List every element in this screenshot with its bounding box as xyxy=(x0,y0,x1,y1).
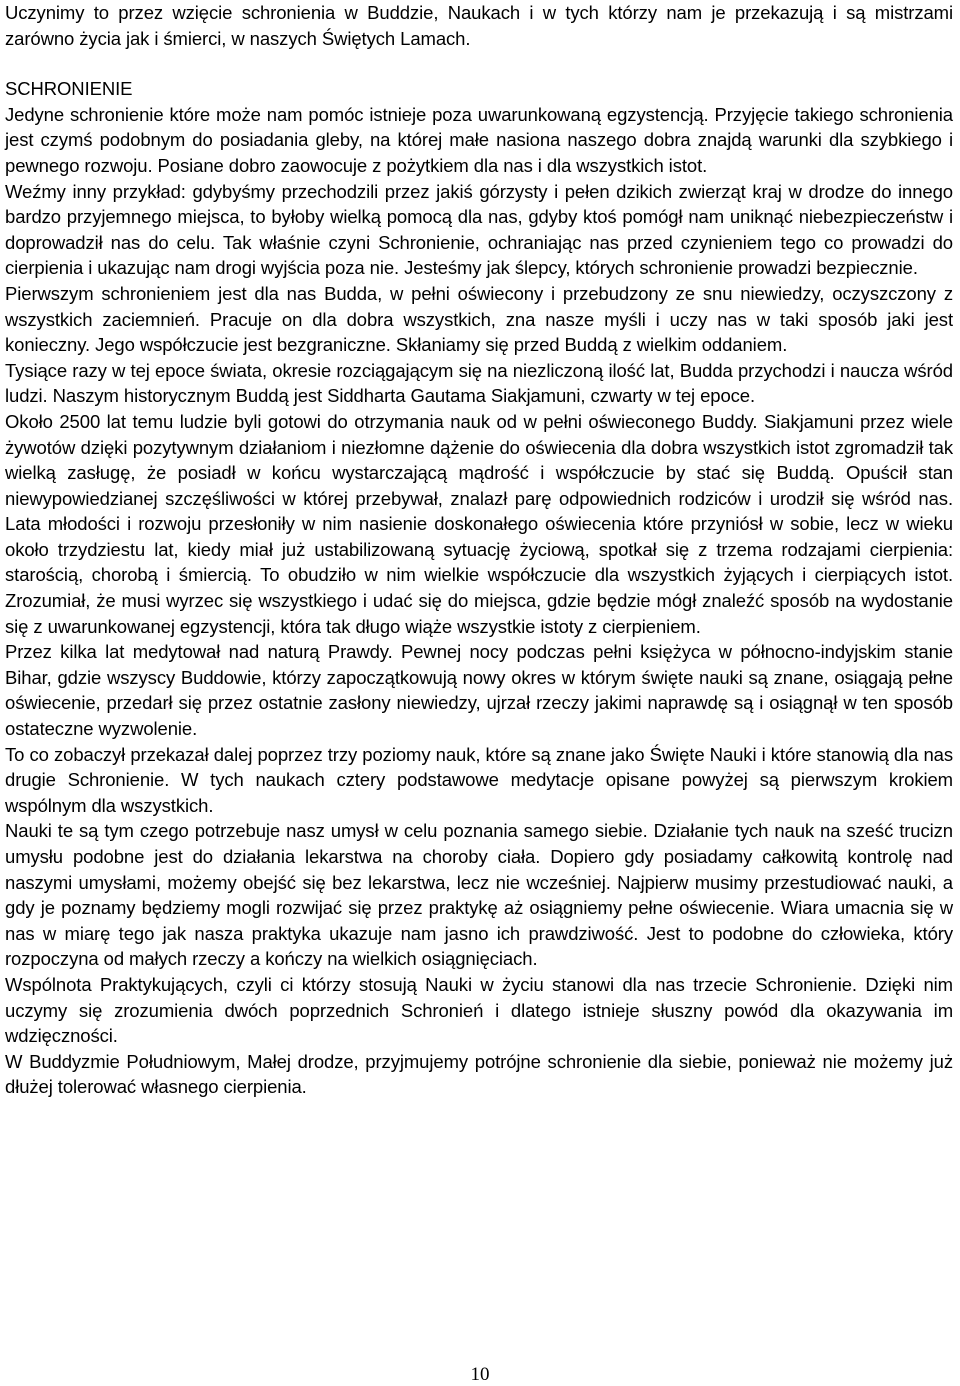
paragraph-10: W Buddyzmie Południowym, Małej drodze, przyjmujemy potrójne schronienie dla siebie, ponieważ nie możemy już dłużej tolerować własnego cierpienia. xyxy=(5,1050,953,1098)
paragraph-8: Nauki te są tym czego potrzebuje nasz umysł w celu poznania samego siebie. Działanie tych nauk na sześć trucizn umysłu podobne jest do działania lekarstwa na choroby ciała. Dopiero gdy posiadamy całkowitą kontrolę nad naszymi umysłami, możemy obejść się bez lekarstwa, lecz nie wcześniej. Najpierw musimy przestudiować nauki, a gdy je poznamy będziemy mogli rozwijać się przez praktykę aż osiągniemy pełne oświecenie. Wiara umacnia się w nas w miarę tego jak nasza praktyka ukazuje nam jasno ich prawdziwość. Jest to podobne do człowieka, który rozpoczyna od małych rzeczy a kończy na wielkich osiągnięciach. xyxy=(5,820,953,970)
document-page xyxy=(5,0,953,1100)
section-title: SCHRONIENIE xyxy=(5,78,133,100)
paragraph-4: Tysiące razy w tej epoce świata, okresie rozciągającym się na niezliczoną ilość lat, Budda przychodzi i naucza wśród ludzi. Naszym historycznym Buddą jest Siddharta Gautama Siakjamuni, czwarty w tej epoce. xyxy=(5,359,953,407)
intro-paragraph: Uczynimy to przez wzięcie schronienia w Buddzie, Naukach i w tych którzy nam je przekazują i są mistrzami zarówno życia jak i śmierci, w naszych Świętych Lamach. xyxy=(5,2,953,49)
paragraph-9: Wspólnota Praktykujących, czyli ci którzy stosują Nauki w życiu stanowi dla nas trzecie Schronienie. Dzięki nim uczymy się zrozumienia dwóch poprzednich Schronień i dlatego istnieje słuszny powód dla okazywania im wdzięczności. xyxy=(5,973,953,1047)
paragraph-3: Pierwszym schronieniem jest dla nas Budda, w pełni oświecony i przebudzony ze snu niewiedzy, oczyszczony z wszystkich zaciemnień. Pracuje on dla dobra wszystkich, zna nasze myśli i uczy nas w taki sposób jaki jest konieczny. Jego współczucie jest bezgraniczne. Skłaniamy się przed Buddą z wielkim oddaniem. xyxy=(5,282,953,356)
paragraph-spacer xyxy=(5,51,953,76)
paragraph-6: Przez kilka lat medytował nad naturą Prawdy. Pewnej nocy podczas pełni księżyca w północno-indyjskim stanie Bihar, gdzie wszyscy Buddowie, którzy zapoczątkowują nowy okres w którym święte nauki są znane, osiągają pełne oświecenie, przedarł się przez ostatnie zasłony niewiedzy, ujrzał rzeczy jakimi naprawdę są i osiągnął w ten sposób ostateczne wyzwolenie. xyxy=(5,641,953,740)
paragraph-7: To co zobaczył przekazał dalej poprzez trzy poziomy nauk, które są znane jako Święte Nauki i które stanowią dla nas drugie Schronienie. W tych naukach cztery podstawowe medytacje opisane powyżej są pierwszym krokiem wspólnym dla wszystkich. xyxy=(5,743,953,816)
paragraph-2: Weźmy inny przykład: gdybyśmy przechodzili przez jakiś górzysty i pełen dzikich zwierząt kraj w drodze do innego bardzo przyjemnego miejsca, to byłoby wielką pomocą dla nas, gdyby ktoś pomógł nam uniknąć niebezpieczeństw i doprowadził nas do celu. Tak właśnie czyni Schronienie, ochraniając nas przed czynieniem tego co prowadzi do cierpienia i ukazując nam drogi wyjścia poza nie. Jesteśmy jak ślepcy, których schronienie prowadzi bezpiecznie. xyxy=(5,180,953,279)
paragraph-1: Jedyne schronienie które może nam pomóc istnieje poza uwarunkowaną egzystencją. Przyjęcie takiego schronienia jest czymś podobnym do posiadania gleby, na której małe nasiona naszego dobra znajdą warunki dla szybkiego i pewnego rozwoju. Posiane dobro zaowocuje z pożytkiem dla nas i dla wszystkich istot. xyxy=(5,103,953,176)
paragraph-5: Około 2500 lat temu ludzie byli gotowi do otrzymania nauk od w pełni oświeconego Buddy. Siakjamuni przez wiele żywotów dzięki pozytywnym działaniom i niezłomne dążenie do oświecenia dla dobra wszystkich istot zgromadził tak wielką zasługę, że posiadł w końcu wystarczającą mądrość i współczucie by stać się Buddą. Opuścił stan niewypowiedzianej szczęśliwości w której przebywał, znalazł parę odpowiednich rodziców i urodził się wśród nas. Lata młodości i rozwoju przesłoniły w nim nasienie doskonałego oświecenia które przyniósł w sobie, lecz w wieku około trzydziestu lat, kiedy miał już ustabilizowaną sytuację życiową, spotkał się z trzema rodzajami cierpienia: starością, chorobą i śmiercią. To obudziło w nim wielkie współczucie dla wszystkich żyjących i cierpiących istot. Zrozumiał, że musi wyrzec się wszystkiego i udać się do miejsca, gdzie będzie mógł znaleźć sposób na wydostanie się z uwarunkowanej egzystencji, która tak długo wiąże wszystkie istoty z cierpieniem. xyxy=(5,410,953,637)
page-number: 10 xyxy=(470,1364,490,1385)
